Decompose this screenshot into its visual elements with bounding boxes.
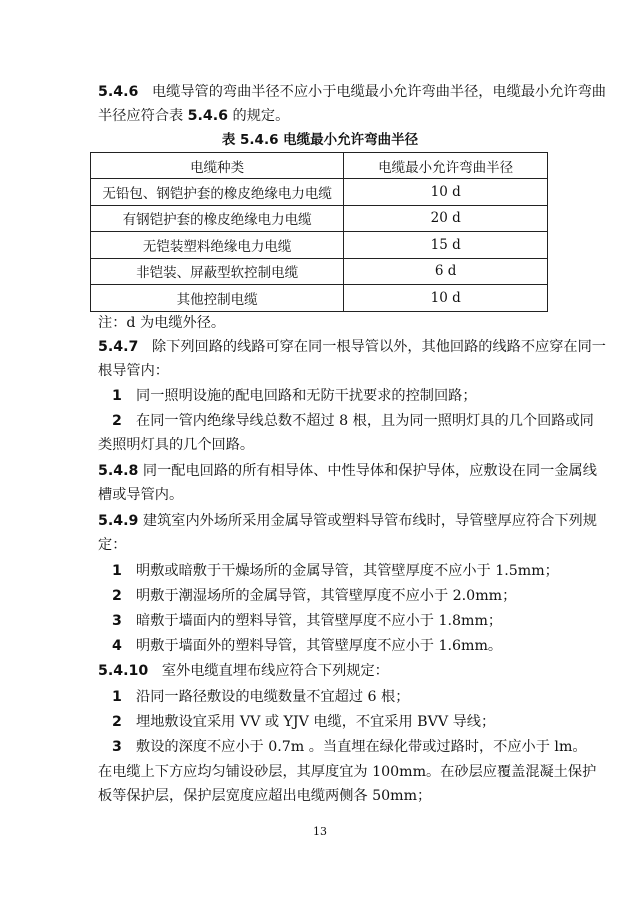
list-item xyxy=(112,710,495,734)
table-caption: 表 5.4.6 电缆最小允许弯曲半径 xyxy=(221,132,419,148)
table-note: 注：d 为电缆外径。 xyxy=(98,315,226,331)
item-text: 明敷于墙面外的塑料导管，其管壁厚度不应小于 1.6mm。 xyxy=(136,638,503,654)
item-text: 明敷于潮湿场所的金属导管，其管壁厚度不应小于 2.0mm； xyxy=(136,588,517,604)
radius-cell: 10 d xyxy=(344,285,548,312)
clause-number: 5.4.10 xyxy=(98,663,149,679)
item-text: 暗敷于墙面内的塑料导管，其管壁厚度不应小于 1.8mm； xyxy=(136,613,503,629)
item-text: 敷设的深度不应小于 0.7m 。当直埋在绿化带或过路时，不应小于 lm。 xyxy=(136,739,587,755)
radius-cell: 10 d xyxy=(344,179,548,206)
list-item xyxy=(112,685,409,709)
page-number: 13 xyxy=(313,825,327,838)
radius-cell: 15 d xyxy=(344,232,548,259)
item-number: 1 xyxy=(112,689,122,705)
clause-5-4-6 xyxy=(98,80,606,104)
cable-type-cell: 其他控制电缆 xyxy=(91,285,344,312)
clause-5-4-7-cont: 根导管内： xyxy=(98,363,169,379)
clause-text: 室外电缆直埋布线应符合下列规定： xyxy=(161,663,389,679)
item-number: 1 xyxy=(112,388,122,404)
clause-5-4-6-cont: 半径应符合表 5.4.6 的规定。 xyxy=(98,108,290,124)
column-header: 电缆种类 xyxy=(91,153,344,179)
item-number: 3 xyxy=(112,613,122,629)
list-item-cont: 板等保护层，保护层宽度应超出电缆两侧各 50mm； xyxy=(98,788,432,804)
table-header-row xyxy=(91,153,548,179)
list-item-cont: 在电缆上下方应均匀铺设砂层，其厚度宜为 100mm。在砂层应覆盖混凝土保护 xyxy=(98,764,597,780)
clause-number: 5.4.9 xyxy=(98,513,139,529)
table-row xyxy=(91,179,548,206)
table-row xyxy=(91,285,548,312)
clause-number: 5.4.7 xyxy=(98,339,139,355)
item-number: 2 xyxy=(112,714,122,730)
cable-type-cell: 无铠装塑料绝缘电力电缆 xyxy=(91,232,344,259)
cable-type-cell: 非铠装、屏蔽型软控制电缆 xyxy=(91,258,344,285)
clause-text: 同一配电回路的所有相导体、中性导体和保护导体，应敷设在同一金属线 xyxy=(142,463,597,479)
column-header: 电缆最小允许弯曲半径 xyxy=(344,153,548,179)
list-item xyxy=(112,735,587,759)
item-number: 4 xyxy=(112,638,122,654)
item-text: 埋地敷设宜采用 VV 或 YJV 电缆，不宜采用 BVV 导线； xyxy=(136,714,496,730)
clause-number: 5.4.6 xyxy=(98,84,139,100)
item-number: 2 xyxy=(112,588,122,604)
clause-5-4-10 xyxy=(98,659,554,683)
list-item xyxy=(112,584,516,608)
item-text: 明敷或暗敷于干燥场所的金属导管，其管壁厚度不应小于 1.5mm； xyxy=(136,563,559,579)
clause-5-4-9 xyxy=(98,509,597,533)
item-number: 2 xyxy=(112,413,122,429)
clause-5-4-9-cont: 定： xyxy=(98,537,127,553)
item-number: 3 xyxy=(112,739,122,755)
radius-cell: 20 d xyxy=(344,205,548,232)
table-reference: 5.4.6 xyxy=(187,108,229,124)
table-row xyxy=(91,232,548,259)
list-item xyxy=(112,634,502,658)
list-item xyxy=(112,559,559,583)
list-item xyxy=(112,384,477,408)
list-item xyxy=(112,409,594,433)
clause-text: 除下列回路的线路可穿在同一根导管以外，其他回路的线路不应穿在同一 xyxy=(151,339,606,355)
clause-number: 5.4.8 xyxy=(98,463,139,479)
table-row xyxy=(91,205,548,232)
item-text: 在同一管内绝缘导线总数不超过 8 根，且为同一照明灯具的几个回路或同 xyxy=(136,413,594,429)
clause-text: 建筑室内外场所采用金属导管或塑料导管布线时，导管壁厚应符合下列规 xyxy=(142,513,597,529)
list-item-cont: 类照明灯具的几个回路。 xyxy=(98,437,255,453)
clause-5-4-8 xyxy=(98,459,597,483)
item-number: 1 xyxy=(112,563,122,579)
clause-5-4-7 xyxy=(98,335,606,359)
cable-type-cell: 有钢铠护套的橡皮绝缘电力电缆 xyxy=(91,205,344,232)
clause-text: 电缆导管的弯曲半径不应小于电缆最小允许弯曲半径，电缆最小允许弯曲 xyxy=(151,84,606,100)
radius-cell: 6 d xyxy=(344,258,548,285)
item-text: 沿同一路径敷设的电缆数量不宜超过 6 根； xyxy=(136,689,410,705)
cable-type-cell: 无铅包、钢铠护套的橡皮绝缘电力电缆 xyxy=(91,179,344,206)
item-text: 同一照明设施的配电回路和无防干扰要求的控制回路； xyxy=(136,388,477,404)
list-item xyxy=(112,609,502,633)
bending-radius-table xyxy=(90,152,548,312)
clause-5-4-8-cont: 槽或导管内。 xyxy=(98,487,184,503)
table-row xyxy=(91,258,548,285)
